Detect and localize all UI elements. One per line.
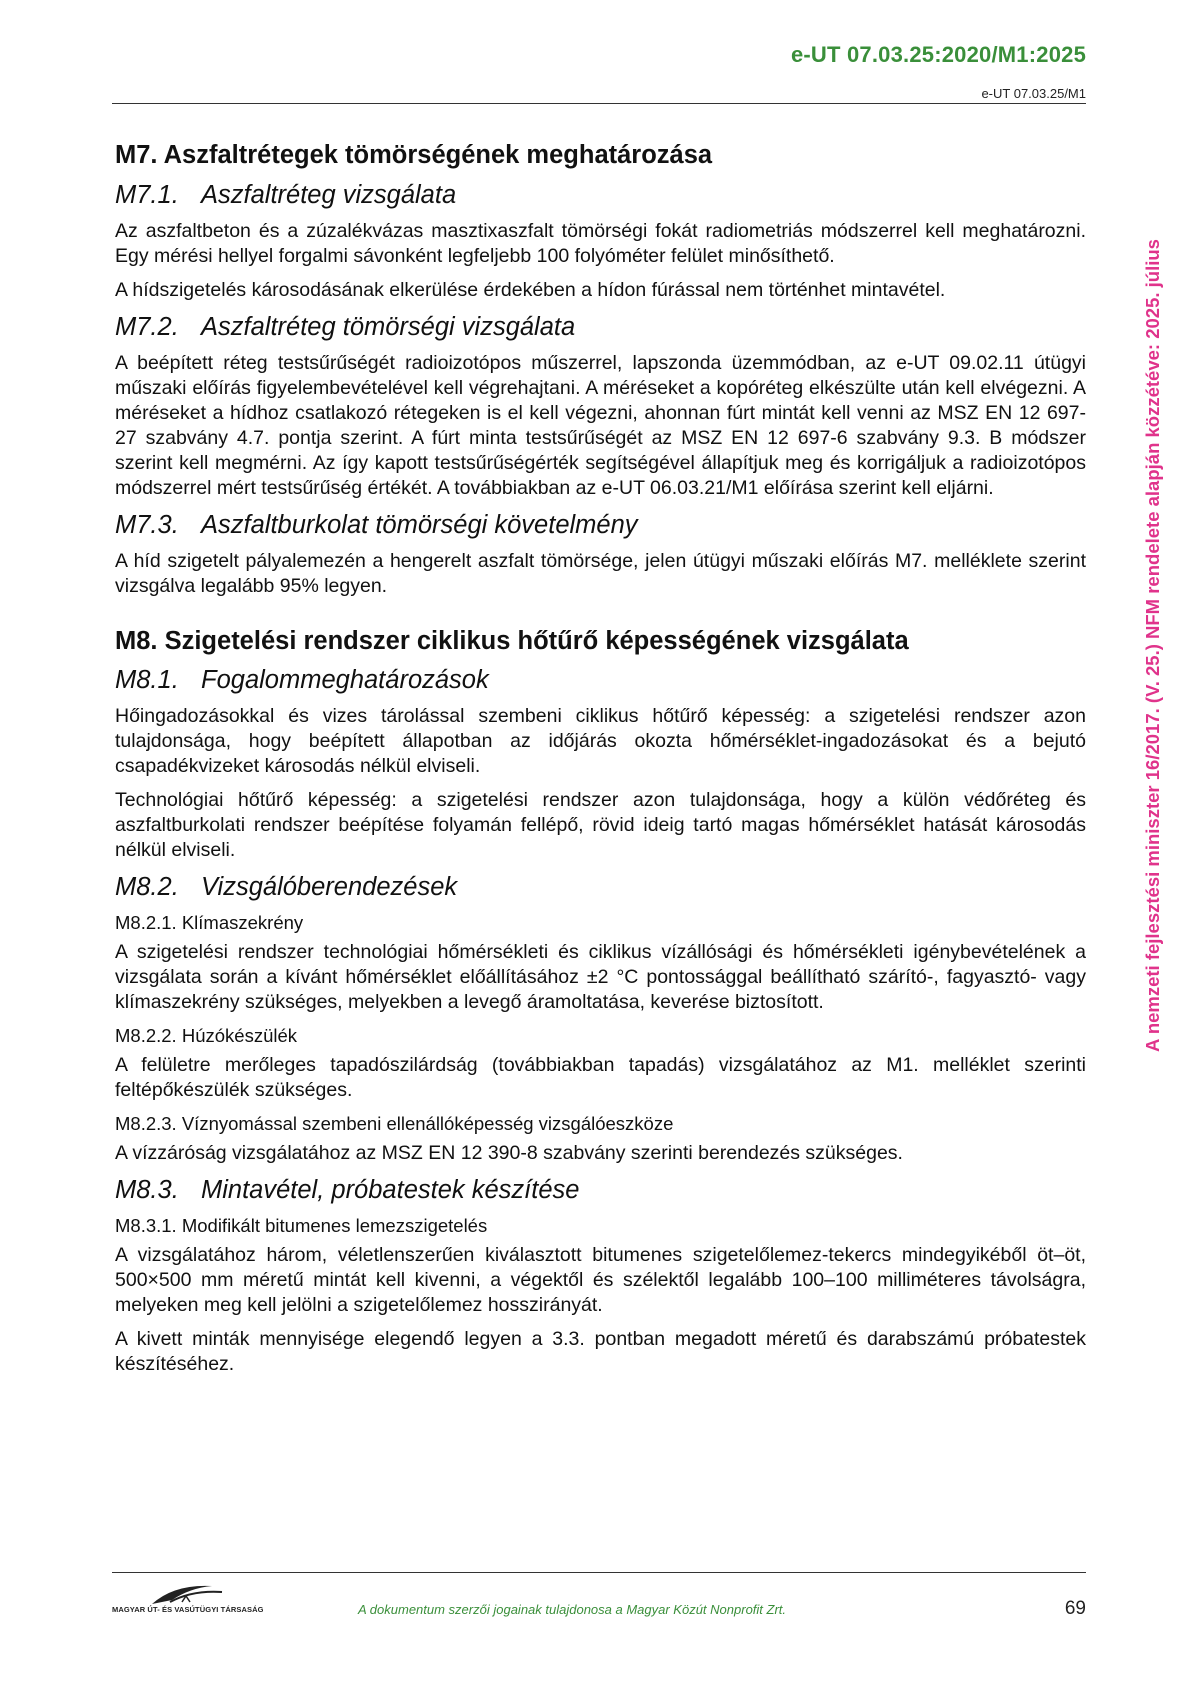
subsection-title: Fogalommeghatározások: [201, 666, 489, 695]
section-m8-title: M8. Szigetelési rendszer ciklikus hőtűrő képességének vizsgálata: [115, 626, 909, 655]
paragraph: Technológiai hőtűrő képesség: a szigetelési rendszer azon tulajdonsága, hogy a külön védőréteg és aszfaltburkolati rendszer beépítése folyamán fellépő, rövid ideig tartó magas hőmérséklet hatását károsodás nélkül elviseli.: [115, 789, 1086, 862]
paragraph: A vizsgálatához három, véletlenszerűen kiválasztott bitumenes szigetelőlemez-tekercs mindegyikéből öt–öt, 500×500 mm méretű mintát kell kivenni, a végektől és szélektől legalább 100–100 milliméteres távolságra, melyeken meg kell jelölni a szigetelőlemez hosszirányát.: [115, 1244, 1086, 1317]
paragraph: Az aszfaltbeton és a zúzalékvázas masztixaszfalt tömörségi fokát radiometriás módszerrel kell meghatározni. Egy mérési hellyel forgalmi sávonként legfeljebb 100 folyóméter felület minősíthető.: [115, 219, 1086, 267]
subsubsection-heading: M8.3.1. Modifikált bitumenes lemezszigetelés: [115, 1215, 488, 1237]
subsection-title: Aszfaltburkolat tömörségi követelmény: [201, 510, 638, 539]
subsection-title: Aszfaltréteg vizsgálata: [201, 180, 457, 209]
page-content: [115, 140, 1086, 1386]
footer-rule: [112, 1572, 1086, 1573]
subsection-m8-2-heading: [115, 872, 1086, 904]
header-rule: [112, 103, 1086, 104]
subsection-title: Aszfaltréteg tömörségi vizsgálata: [201, 312, 576, 341]
subsection-m7-3-heading: [115, 510, 1086, 542]
subsection-number: M8.1.: [115, 666, 179, 695]
paragraph: A kivett minták mennyisége elegendő legyen a 3.3. pontban megadott méretű és darabszámú próbatestek készítéséhez.: [115, 1328, 1086, 1376]
footer-copyright: A dokumentum szerzői jogainak tulajdonosa a Magyar Közút Nonprofit Zrt.: [358, 1602, 787, 1617]
section-m7-title: M7. Aszfaltrétegek tömörségének meghatározása: [115, 141, 713, 169]
section-spacer: [115, 608, 1086, 626]
subsection-m7-1-heading: [115, 180, 1086, 212]
subsection-number: M7.3.: [115, 510, 179, 539]
subsubsection-heading: M8.2.2. Húzókészülék: [115, 1025, 298, 1047]
paragraph: A híd szigetelt pályalemezén a hengerelt aszfalt tömörsége, jelen útügyi műszaki előírás M7. melléklete szerint vizsgálva legalább 95% legyen.: [115, 549, 1086, 597]
header-doc-code-small: e-UT 07.03.25/M1: [981, 86, 1086, 101]
paragraph: Hőingadozásokkal és vizes tárolással szembeni ciklikus hőtűrő képesség: a szigetelési rendszer azon tulajdonsága, hogy beépített állapotban az időjárás okozta hőmérséklet-ingadozásokat és a bejutó csapadékvizeket károsodás nélkül elviseli.: [115, 705, 1086, 778]
footer-logo-text: MAGYAR ÚT- ÉS VASÚTÜGYI TÁRSASÁG: [112, 1605, 264, 1614]
subsection-number: M7.1.: [115, 180, 179, 209]
subsection-number: M7.2.: [115, 312, 179, 341]
subsection-m8-3-heading: [115, 1175, 1086, 1207]
paragraph: A felületre merőleges tapadószilárdság (továbbiakban tapadás) vizsgálatához az M1. melléklet szerinti feltépőkészülék szükséges.: [115, 1054, 1086, 1102]
paragraph: A hídszigetelés károsodásának elkerülése érdekében a hídon fúrással nem történhet mintavétel.: [115, 278, 946, 301]
subsubsection-heading: M8.2.1. Klímaszekrény: [115, 912, 304, 934]
subsection-m7-2-heading: [115, 312, 1086, 344]
subsubsection-heading: M8.2.3. Víznyomással szembeni ellenállóképesség vizsgálóeszköze: [115, 1113, 674, 1135]
subsection-number: M8.3.: [115, 1176, 179, 1205]
side-publication-note: A nemzeti fejlesztési miniszter 16/2017. (V. 25.) NFM rendelete alapján közzétéve: 2025. július: [1142, 239, 1163, 1052]
subsection-title: Vizsgálóberendezések: [201, 873, 458, 902]
paragraph: A szigetelési rendszer technológiai hőmérsékleti és ciklikus vízállósági és hőmérsékleti igénybevételének a vizsgálata során a kívánt hőmérséklet előállításához ±2 °C pontossággal beállítható szárító-, fagyasztó- vagy klímaszekrény szükséges, melyekben a levegő áramoltatása, keverése biztosított.: [115, 941, 1086, 1014]
subsection-title: Mintavétel, próbatestek készítése: [201, 1176, 580, 1205]
header-doc-code: e-UT 07.03.25:2020/M1:2025: [790, 42, 1086, 67]
subsection-m8-1-heading: [115, 665, 1086, 697]
paragraph: A vízzáróság vizsgálatához az MSZ EN 12 390-8 szabvány szerinti berendezés szükséges.: [115, 1142, 903, 1165]
paragraph: A beépített réteg testsűrűségét radioizotópos műszerrel, lapszonda üzemmódban, az e-UT 09.02.11 útügyi műszaki előírás figyelembevételével kell végrehajtani. A méréseket a kopóréteg elkészülte után kell elvégezni. A méréseket a hídhoz csatlakozó rétegeken is el kell végezni, ahonnan fúrt mintát kell venni az MSZ EN 12 697-27 szabvány 4.7. pontja szerint. A fúrt minta testsűrűségét az MSZ EN 12 697-6 szabvány 9.3. B módszer szerint kell megmérni. Az így kapott testsűrűségérték segítségével állapítjuk meg és korrigáljuk a radioizotópos módszerrel mért testsűrűség értékét. A továbbiakban az e-UT 06.03.21/M1 előírása szerint kell eljárni.: [115, 351, 1086, 499]
organization-logo-icon: [112, 1578, 272, 1622]
page-number: 69: [1064, 1598, 1086, 1619]
subsection-number: M8.2.: [115, 873, 179, 902]
